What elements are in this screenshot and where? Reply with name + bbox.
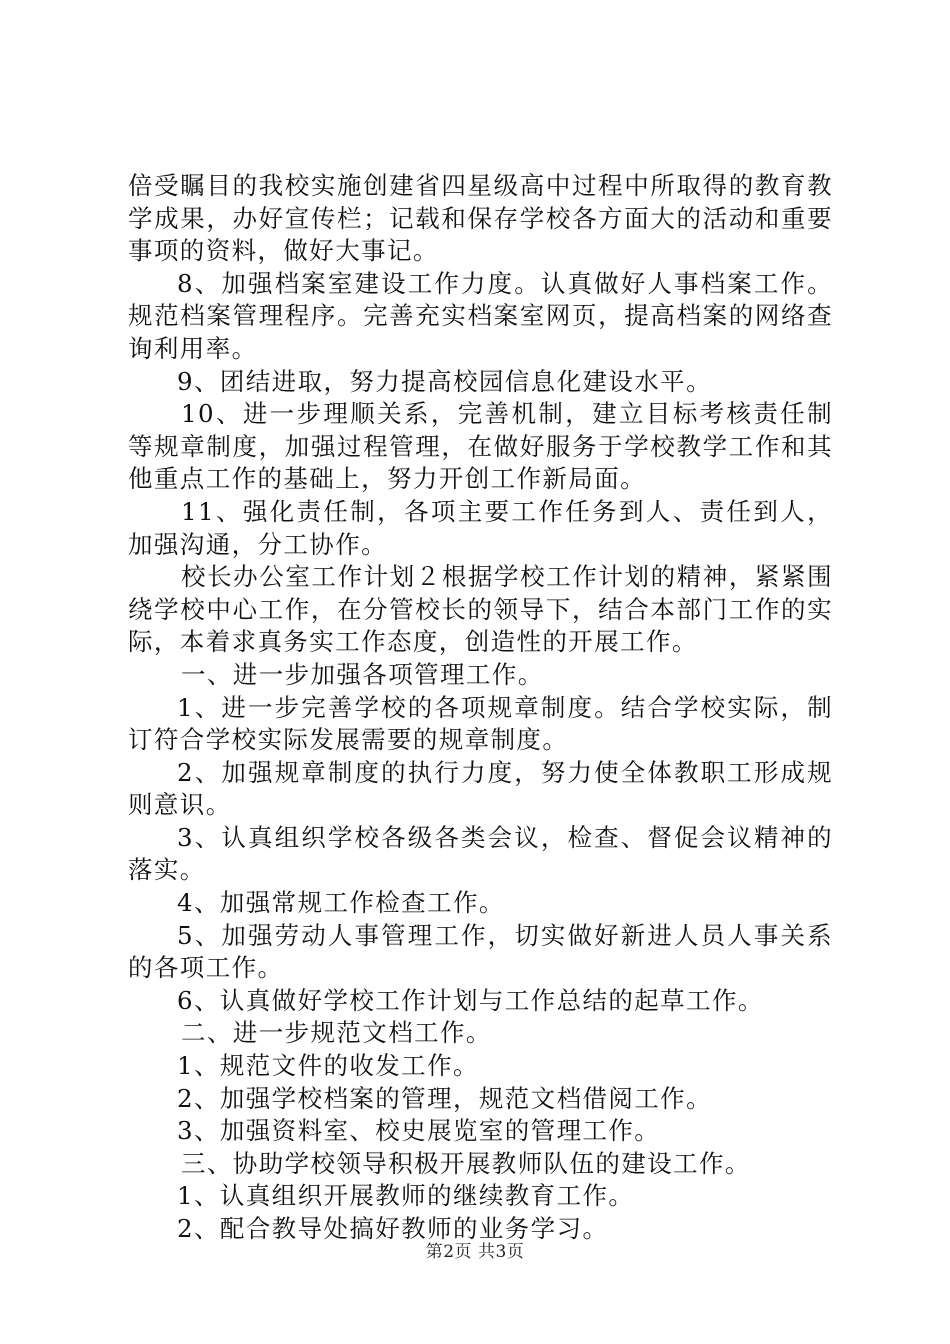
paragraph: 校长办公室工作计划２根据学校工作计划的精神，紧紧围绕学校中心工作，在分管校长的领导下，结合本部门工作的实际，本着求真务实工作态度，创造性的开展工作。 <box>128 562 833 657</box>
paragraph: 5、加强劳动人事管理工作，切实做好新进人员人事关系的各项工作。 <box>128 920 833 983</box>
paragraph: 2、加强学校档案的管理，规范文档借阅工作。 <box>177 1083 712 1113</box>
paragraph: 3、加强资料室、校史展览室的管理工作。 <box>177 1116 661 1146</box>
paragraph: 8、加强档案室建设工作力度。认真做好人事档案工作。规范档案管理程序。完善充实档案室网页，提高档案的网络查询利用率。 <box>128 268 833 363</box>
paragraph: 三、协助学校领导积极开展教师队伍的建设工作。 <box>181 1148 751 1178</box>
paragraph: 10、进一步理顺关系，完善机制，建立目标考核责任制等规章制度，加强过程管理，在做好服务于学校教学工作和其他重点工作的基础上，努力开创工作新局面。 <box>128 399 833 494</box>
paragraph: 4、加强常规工作检查工作。 <box>177 888 505 918</box>
paragraph: 2、配合教导处搞好教师的业务学习。 <box>177 1214 609 1243</box>
paragraph: 3、认真组织学校各级各类会议，检查、督促会议精神的落实。 <box>128 822 833 885</box>
paragraph: 一、进一步加强各项管理工作。 <box>181 659 544 689</box>
paragraph: 9、团结进取，努力提高校园信息化建设水平。 <box>177 366 712 396</box>
paragraph: 1、认真组织开展教师的继续教育工作。 <box>177 1181 635 1211</box>
paragraph: 1、进一步完善学校的各项规章制度。结合学校实际，制订符合学校实际发展需要的规章制度。 <box>128 692 833 755</box>
paragraph: 1、规范文件的收发工作。 <box>177 1051 479 1081</box>
document-body <box>128 170 833 1246</box>
page-number-footer: 第2页 共3页 <box>425 1242 525 1262</box>
paragraph: 6、认真做好学校工作计划与工作总结的起草工作。 <box>177 985 764 1015</box>
paragraph: 倍受瞩目的我校实施创建省四星级高中过程中所取得的教育教学成果，办好宣传栏；记载和保存学校各方面大的活动和重要事项的资料，做好大事记。 <box>128 171 833 266</box>
paragraph: 11、强化责任制，各项主要工作任务到人、责任到人，加强沟通，分工协作。 <box>128 496 833 559</box>
paragraph: 2、加强规章制度的执行力度，努力使全体教职工形成规则意识。 <box>128 757 833 820</box>
paragraph: 二、进一步规范文档工作。 <box>181 1018 492 1048</box>
